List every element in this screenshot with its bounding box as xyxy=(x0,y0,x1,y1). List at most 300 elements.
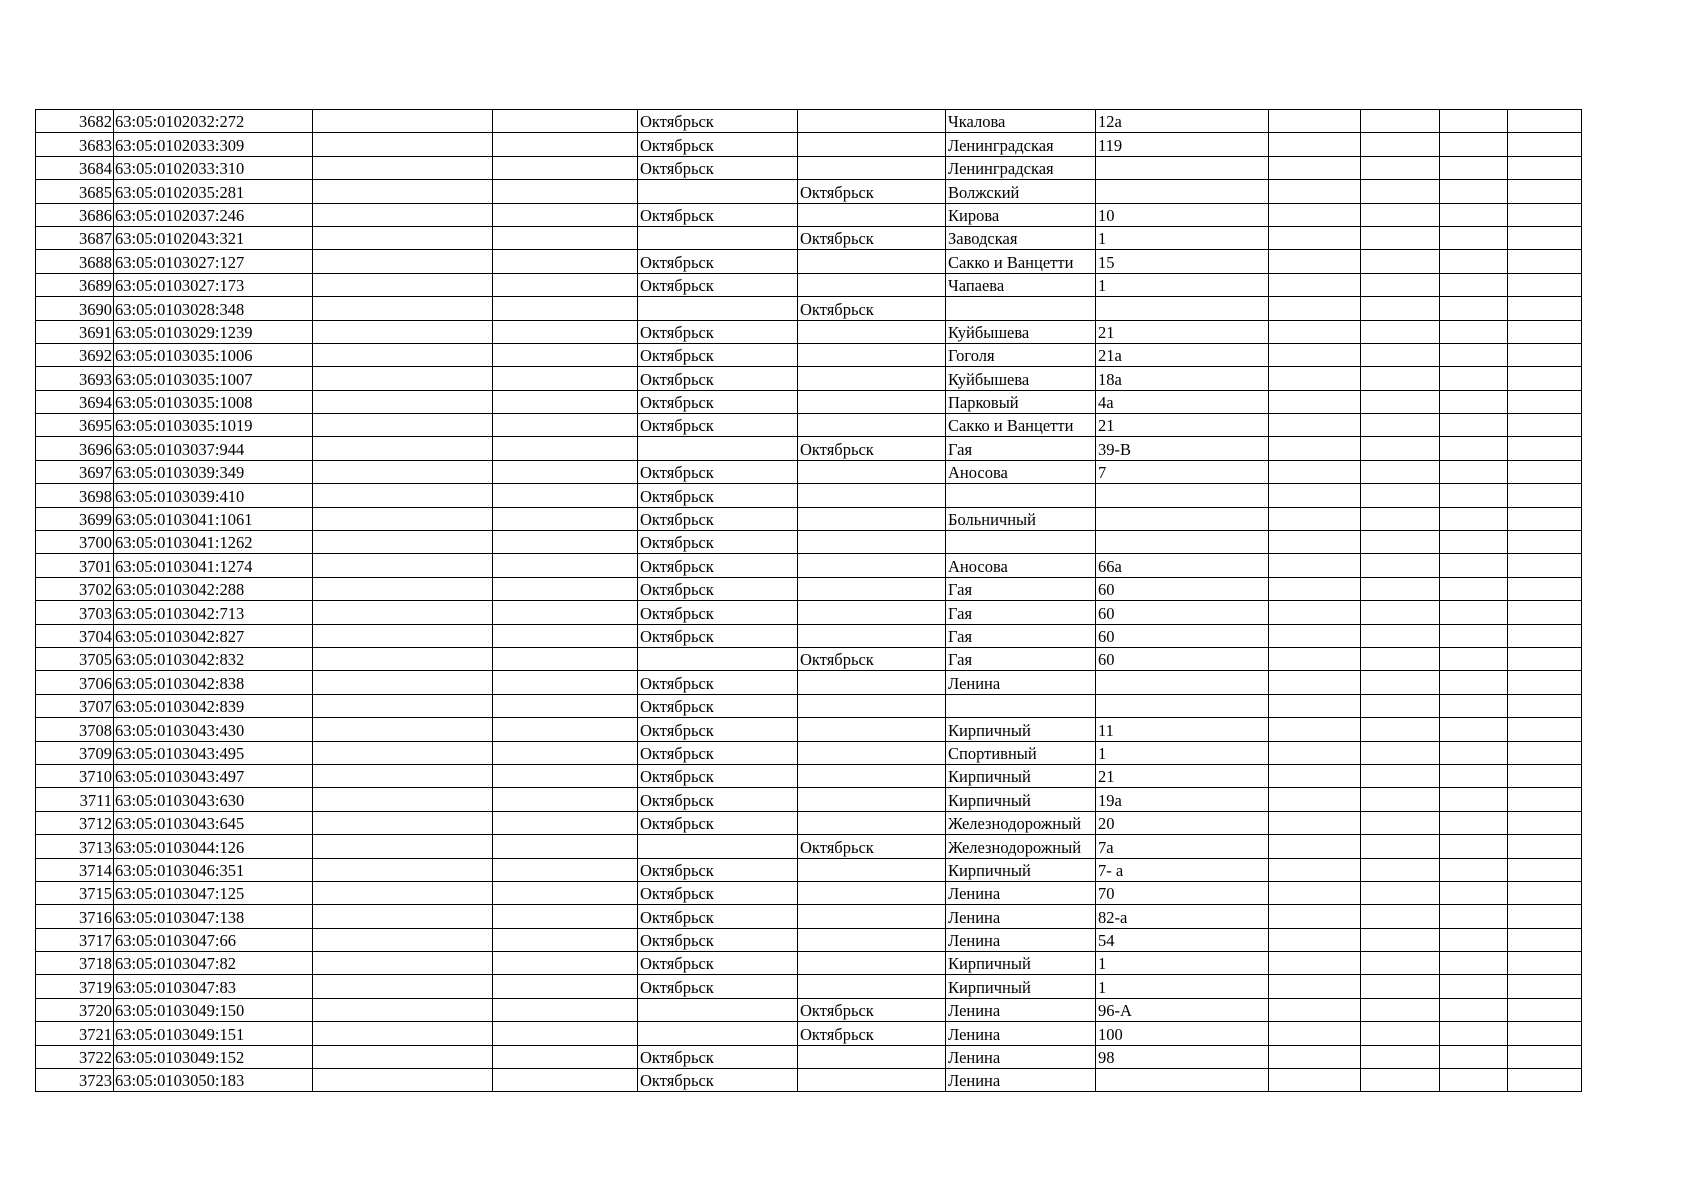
settlement-cell xyxy=(798,156,946,179)
table-row xyxy=(36,367,1582,390)
house-cell xyxy=(1096,671,1269,694)
table-row xyxy=(36,226,1582,249)
empty-cell xyxy=(1440,367,1508,390)
city-cell: Октябрьск xyxy=(638,764,798,787)
empty-cell xyxy=(493,741,638,764)
city-cell: Октябрьск xyxy=(638,203,798,226)
table-row xyxy=(36,928,1582,951)
empty-cell xyxy=(1269,320,1361,343)
empty-cell xyxy=(1508,343,1582,366)
empty-cell xyxy=(313,367,493,390)
empty-cell xyxy=(493,297,638,320)
settlement-cell xyxy=(798,718,946,741)
row-number-cell: 3695 xyxy=(36,414,114,437)
empty-cell xyxy=(1269,554,1361,577)
empty-cell xyxy=(1508,250,1582,273)
empty-cell xyxy=(493,343,638,366)
row-number-cell: 3684 xyxy=(36,156,114,179)
city-cell: Октябрьск xyxy=(638,975,798,998)
empty-cell xyxy=(1440,507,1508,530)
empty-cell xyxy=(1361,226,1440,249)
empty-cell xyxy=(313,741,493,764)
cadastral-number-cell: 63:05:0103046:351 xyxy=(114,858,313,881)
empty-cell xyxy=(313,273,493,296)
empty-cell xyxy=(313,811,493,834)
empty-cell xyxy=(1361,952,1440,975)
street-cell: Кирпичный xyxy=(946,788,1096,811)
empty-cell xyxy=(1440,156,1508,179)
city-cell: Октябрьск xyxy=(638,554,798,577)
empty-cell xyxy=(1440,531,1508,554)
row-number-cell: 3691 xyxy=(36,320,114,343)
empty-cell xyxy=(493,718,638,741)
empty-cell xyxy=(313,414,493,437)
row-number-cell: 3703 xyxy=(36,601,114,624)
empty-cell xyxy=(1269,484,1361,507)
empty-cell xyxy=(1361,507,1440,530)
cadastral-number-cell: 63:05:0103047:125 xyxy=(114,881,313,904)
city-cell: Октябрьск xyxy=(638,694,798,717)
empty-cell xyxy=(1440,764,1508,787)
empty-cell xyxy=(313,554,493,577)
cadastral-number-cell: 63:05:0103043:495 xyxy=(114,741,313,764)
table-row xyxy=(36,1022,1582,1045)
settlement-cell: Октябрьск xyxy=(798,297,946,320)
city-cell xyxy=(638,226,798,249)
city-cell: Октябрьск xyxy=(638,460,798,483)
empty-cell xyxy=(1508,928,1582,951)
settlement-cell xyxy=(798,694,946,717)
settlement-cell xyxy=(798,414,946,437)
cadastral-number-cell: 63:05:0103042:838 xyxy=(114,671,313,694)
settlement-cell xyxy=(798,320,946,343)
empty-cell xyxy=(493,110,638,133)
empty-cell xyxy=(1440,835,1508,858)
cadastral-number-cell: 63:05:0102037:246 xyxy=(114,203,313,226)
empty-cell xyxy=(1440,881,1508,904)
street-cell: Железнодорожный xyxy=(946,811,1096,834)
empty-cell xyxy=(313,320,493,343)
empty-cell xyxy=(1361,343,1440,366)
row-number-cell: 3719 xyxy=(36,975,114,998)
house-cell: 21а xyxy=(1096,343,1269,366)
empty-cell xyxy=(493,226,638,249)
empty-cell xyxy=(1361,110,1440,133)
house-cell xyxy=(1096,297,1269,320)
cadastral-number-cell: 63:05:0103041:1274 xyxy=(114,554,313,577)
empty-cell xyxy=(1269,156,1361,179)
city-cell: Октябрьск xyxy=(638,343,798,366)
table-body xyxy=(36,110,1582,1092)
cadastral-number-cell: 63:05:0102032:272 xyxy=(114,110,313,133)
cadastral-number-cell: 63:05:0103042:839 xyxy=(114,694,313,717)
empty-cell xyxy=(493,1045,638,1068)
table-row xyxy=(36,811,1582,834)
empty-cell xyxy=(1508,601,1582,624)
empty-cell xyxy=(1361,531,1440,554)
settlement-cell: Октябрьск xyxy=(798,835,946,858)
empty-cell xyxy=(1508,390,1582,413)
empty-cell xyxy=(1269,788,1361,811)
house-cell: 21 xyxy=(1096,414,1269,437)
street-cell: Ленина xyxy=(946,1069,1096,1092)
settlement-cell xyxy=(798,741,946,764)
empty-cell xyxy=(493,250,638,273)
empty-cell xyxy=(1269,133,1361,156)
empty-cell xyxy=(1440,952,1508,975)
empty-cell xyxy=(1508,1022,1582,1045)
empty-cell xyxy=(1361,414,1440,437)
settlement-cell: Октябрьск xyxy=(798,226,946,249)
row-number-cell: 3712 xyxy=(36,811,114,834)
empty-cell xyxy=(1440,273,1508,296)
street-cell: Волжский xyxy=(946,180,1096,203)
street-cell: Ленина xyxy=(946,1045,1096,1068)
row-number-cell: 3720 xyxy=(36,998,114,1021)
city-cell: Октябрьск xyxy=(638,718,798,741)
city-cell xyxy=(638,297,798,320)
empty-cell xyxy=(1440,975,1508,998)
row-number-cell: 3722 xyxy=(36,1045,114,1068)
table-row xyxy=(36,203,1582,226)
empty-cell xyxy=(1508,203,1582,226)
cadastral-number-cell: 63:05:0103039:349 xyxy=(114,460,313,483)
row-number-cell: 3710 xyxy=(36,764,114,787)
empty-cell xyxy=(1361,835,1440,858)
empty-cell xyxy=(1508,531,1582,554)
row-number-cell: 3723 xyxy=(36,1069,114,1092)
row-number-cell: 3708 xyxy=(36,718,114,741)
table-row xyxy=(36,1069,1582,1092)
cadastral-number-cell: 63:05:0103043:497 xyxy=(114,764,313,787)
empty-cell xyxy=(1508,1045,1582,1068)
empty-cell xyxy=(493,624,638,647)
empty-cell xyxy=(313,110,493,133)
house-cell: 1 xyxy=(1096,226,1269,249)
empty-cell xyxy=(1361,601,1440,624)
empty-cell xyxy=(313,764,493,787)
empty-cell xyxy=(493,811,638,834)
table-row xyxy=(36,484,1582,507)
empty-cell xyxy=(1361,577,1440,600)
cadastral-number-cell: 63:05:0103047:66 xyxy=(114,928,313,951)
empty-cell xyxy=(1508,320,1582,343)
settlement-cell xyxy=(798,858,946,881)
empty-cell xyxy=(1508,694,1582,717)
street-cell: Чапаева xyxy=(946,273,1096,296)
empty-cell xyxy=(1361,905,1440,928)
street-cell: Сакко и Ванцетти xyxy=(946,414,1096,437)
empty-cell xyxy=(1269,414,1361,437)
house-cell xyxy=(1096,180,1269,203)
empty-cell xyxy=(1269,226,1361,249)
house-cell xyxy=(1096,507,1269,530)
settlement-cell xyxy=(798,624,946,647)
city-cell xyxy=(638,835,798,858)
city-cell xyxy=(638,437,798,460)
empty-cell xyxy=(1361,858,1440,881)
empty-cell xyxy=(313,975,493,998)
row-number-cell: 3687 xyxy=(36,226,114,249)
empty-cell xyxy=(1508,414,1582,437)
empty-cell xyxy=(313,390,493,413)
empty-cell xyxy=(1361,928,1440,951)
house-cell: 98 xyxy=(1096,1045,1269,1068)
empty-cell xyxy=(1440,858,1508,881)
city-cell: Октябрьск xyxy=(638,320,798,343)
street-cell: Кирпичный xyxy=(946,858,1096,881)
row-number-cell: 3693 xyxy=(36,367,114,390)
city-cell xyxy=(638,180,798,203)
house-cell: 82-а xyxy=(1096,905,1269,928)
house-cell: 21 xyxy=(1096,764,1269,787)
empty-cell xyxy=(1361,671,1440,694)
empty-cell xyxy=(1440,694,1508,717)
empty-cell xyxy=(493,460,638,483)
settlement-cell xyxy=(798,110,946,133)
empty-cell xyxy=(1269,343,1361,366)
empty-cell xyxy=(493,203,638,226)
city-cell: Октябрьск xyxy=(638,156,798,179)
empty-cell xyxy=(1269,671,1361,694)
settlement-cell xyxy=(798,484,946,507)
empty-cell xyxy=(1440,577,1508,600)
empty-cell xyxy=(493,928,638,951)
empty-cell xyxy=(313,484,493,507)
empty-cell xyxy=(1508,671,1582,694)
empty-cell xyxy=(1361,1022,1440,1045)
empty-cell xyxy=(1508,998,1582,1021)
empty-cell xyxy=(493,905,638,928)
settlement-cell xyxy=(798,250,946,273)
empty-cell xyxy=(1508,858,1582,881)
empty-cell xyxy=(313,226,493,249)
empty-cell xyxy=(493,273,638,296)
row-number-cell: 3709 xyxy=(36,741,114,764)
street-cell xyxy=(946,297,1096,320)
data-table xyxy=(35,109,1582,1092)
empty-cell xyxy=(313,881,493,904)
empty-cell xyxy=(1440,1069,1508,1092)
empty-cell xyxy=(1269,998,1361,1021)
empty-cell xyxy=(1361,998,1440,1021)
street-cell: Кирпичный xyxy=(946,952,1096,975)
street-cell xyxy=(946,694,1096,717)
empty-cell xyxy=(1508,881,1582,904)
settlement-cell xyxy=(798,203,946,226)
empty-cell xyxy=(313,180,493,203)
empty-cell xyxy=(493,577,638,600)
empty-cell xyxy=(1269,297,1361,320)
empty-cell xyxy=(493,975,638,998)
empty-cell xyxy=(1440,1022,1508,1045)
table-row xyxy=(36,764,1582,787)
street-cell: Куйбышева xyxy=(946,320,1096,343)
empty-cell xyxy=(493,694,638,717)
empty-cell xyxy=(493,952,638,975)
empty-cell xyxy=(1440,718,1508,741)
empty-cell xyxy=(1508,788,1582,811)
empty-cell xyxy=(1269,952,1361,975)
city-cell: Октябрьск xyxy=(638,811,798,834)
empty-cell xyxy=(313,998,493,1021)
settlement-cell xyxy=(798,788,946,811)
table-row xyxy=(36,320,1582,343)
empty-cell xyxy=(1508,1069,1582,1092)
row-number-cell: 3685 xyxy=(36,180,114,203)
empty-cell xyxy=(1269,601,1361,624)
empty-cell xyxy=(1440,180,1508,203)
street-cell: Кирова xyxy=(946,203,1096,226)
empty-cell xyxy=(1361,180,1440,203)
empty-cell xyxy=(493,437,638,460)
house-cell: 60 xyxy=(1096,577,1269,600)
empty-cell xyxy=(1440,905,1508,928)
row-number-cell: 3721 xyxy=(36,1022,114,1045)
empty-cell xyxy=(1361,437,1440,460)
settlement-cell xyxy=(798,881,946,904)
settlement-cell xyxy=(798,671,946,694)
empty-cell xyxy=(1508,273,1582,296)
empty-cell xyxy=(1508,484,1582,507)
empty-cell xyxy=(1440,250,1508,273)
city-cell xyxy=(638,998,798,1021)
table-row xyxy=(36,390,1582,413)
empty-cell xyxy=(1440,133,1508,156)
empty-cell xyxy=(1508,437,1582,460)
empty-cell xyxy=(493,601,638,624)
empty-cell xyxy=(1508,718,1582,741)
empty-cell xyxy=(313,952,493,975)
empty-cell xyxy=(1440,320,1508,343)
empty-cell xyxy=(313,671,493,694)
city-cell: Октябрьск xyxy=(638,952,798,975)
empty-cell xyxy=(313,624,493,647)
empty-cell xyxy=(493,133,638,156)
empty-cell xyxy=(1508,647,1582,670)
city-cell: Октябрьск xyxy=(638,414,798,437)
empty-cell xyxy=(313,905,493,928)
empty-cell xyxy=(493,414,638,437)
table-row xyxy=(36,554,1582,577)
empty-cell xyxy=(1440,1045,1508,1068)
cadastral-number-cell: 63:05:0103035:1007 xyxy=(114,367,313,390)
empty-cell xyxy=(1440,811,1508,834)
house-cell xyxy=(1096,156,1269,179)
empty-cell xyxy=(493,764,638,787)
house-cell: 119 xyxy=(1096,133,1269,156)
settlement-cell xyxy=(798,273,946,296)
empty-cell xyxy=(1269,203,1361,226)
street-cell: Ленина xyxy=(946,671,1096,694)
table-row xyxy=(36,1045,1582,1068)
settlement-cell xyxy=(798,133,946,156)
empty-cell xyxy=(1269,718,1361,741)
house-cell: 11 xyxy=(1096,718,1269,741)
empty-cell xyxy=(493,531,638,554)
table-row xyxy=(36,273,1582,296)
row-number-cell: 3718 xyxy=(36,952,114,975)
table-row xyxy=(36,133,1582,156)
street-cell: Парковый xyxy=(946,390,1096,413)
empty-cell xyxy=(1440,671,1508,694)
empty-cell xyxy=(493,1069,638,1092)
street-cell xyxy=(946,484,1096,507)
empty-cell xyxy=(1508,554,1582,577)
empty-cell xyxy=(1269,390,1361,413)
empty-cell xyxy=(1361,320,1440,343)
empty-cell xyxy=(1361,788,1440,811)
cadastral-number-cell: 63:05:0103044:126 xyxy=(114,835,313,858)
empty-cell xyxy=(1361,741,1440,764)
table-row xyxy=(36,110,1582,133)
table-row xyxy=(36,975,1582,998)
city-cell: Октябрьск xyxy=(638,905,798,928)
table-row xyxy=(36,671,1582,694)
empty-cell xyxy=(493,647,638,670)
street-cell: Чкалова xyxy=(946,110,1096,133)
cadastral-number-cell: 63:05:0103035:1006 xyxy=(114,343,313,366)
cadastral-number-cell: 63:05:0103042:713 xyxy=(114,601,313,624)
empty-cell xyxy=(313,460,493,483)
empty-cell xyxy=(313,203,493,226)
table-row xyxy=(36,414,1582,437)
empty-cell xyxy=(493,554,638,577)
empty-cell xyxy=(493,671,638,694)
empty-cell xyxy=(493,788,638,811)
settlement-cell xyxy=(798,975,946,998)
empty-cell xyxy=(1361,881,1440,904)
house-cell: 19а xyxy=(1096,788,1269,811)
table-row xyxy=(36,507,1582,530)
table-row xyxy=(36,180,1582,203)
empty-cell xyxy=(1508,905,1582,928)
cadastral-number-cell: 63:05:0103037:944 xyxy=(114,437,313,460)
street-cell: Гая xyxy=(946,601,1096,624)
empty-cell xyxy=(1269,647,1361,670)
empty-cell xyxy=(1269,507,1361,530)
row-number-cell: 3704 xyxy=(36,624,114,647)
empty-cell xyxy=(1508,975,1582,998)
house-cell xyxy=(1096,694,1269,717)
empty-cell xyxy=(313,577,493,600)
table-row xyxy=(36,437,1582,460)
empty-cell xyxy=(1269,694,1361,717)
city-cell: Октябрьск xyxy=(638,858,798,881)
table-row xyxy=(36,881,1582,904)
row-number-cell: 3683 xyxy=(36,133,114,156)
row-number-cell: 3713 xyxy=(36,835,114,858)
empty-cell xyxy=(313,1069,493,1092)
empty-cell xyxy=(1440,343,1508,366)
table-row xyxy=(36,694,1582,717)
house-cell: 4а xyxy=(1096,390,1269,413)
empty-cell xyxy=(1440,297,1508,320)
house-cell: 15 xyxy=(1096,250,1269,273)
empty-cell xyxy=(493,367,638,390)
row-number-cell: 3717 xyxy=(36,928,114,951)
settlement-cell xyxy=(798,811,946,834)
cadastral-number-cell: 63:05:0103041:1262 xyxy=(114,531,313,554)
empty-cell xyxy=(493,390,638,413)
street-cell: Ленина xyxy=(946,881,1096,904)
settlement-cell: Октябрьск xyxy=(798,647,946,670)
street-cell: Гая xyxy=(946,647,1096,670)
row-number-cell: 3697 xyxy=(36,460,114,483)
empty-cell xyxy=(1269,764,1361,787)
street-cell: Гая xyxy=(946,437,1096,460)
empty-cell xyxy=(1440,788,1508,811)
